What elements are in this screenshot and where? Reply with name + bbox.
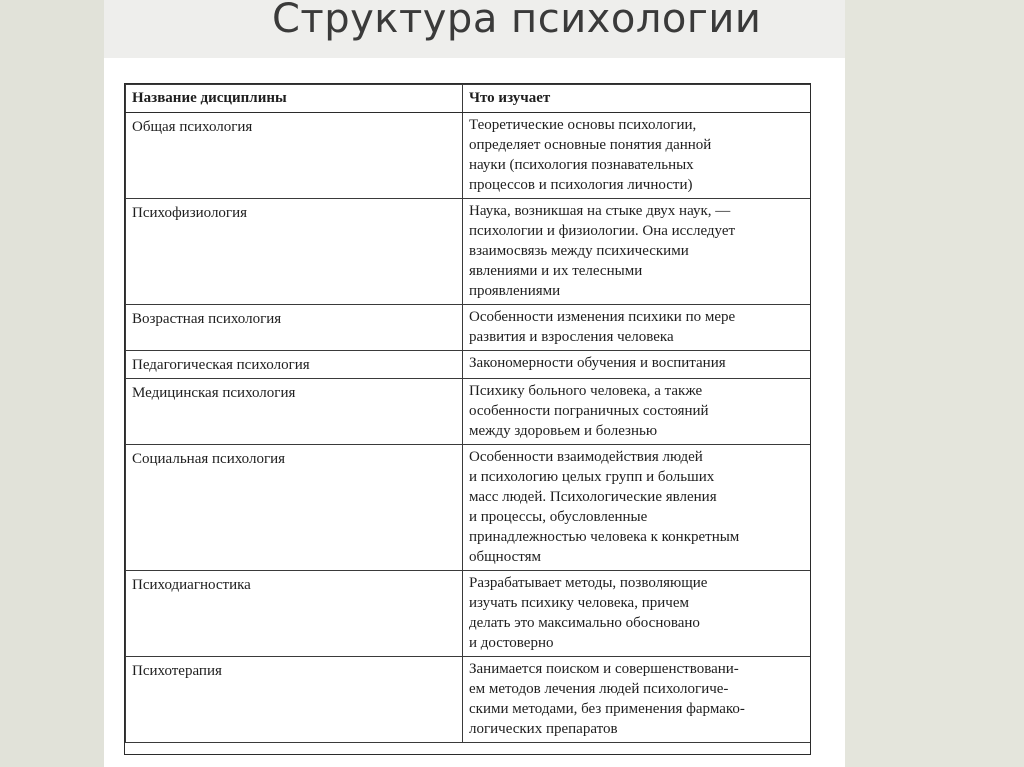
slide-title: Структура психологии xyxy=(272,0,762,42)
description-line: взаимосвязь между психическими xyxy=(469,243,689,259)
description-line: Теоретические основы психологии, xyxy=(469,117,697,133)
discipline-name: Медицинская психология xyxy=(126,379,463,445)
discipline-description xyxy=(463,305,812,351)
table-row xyxy=(126,113,812,199)
description-line: процессов и психология личности) xyxy=(469,177,693,193)
description-line: и достоверно xyxy=(469,635,554,651)
description-line: изучать психику человека, причем xyxy=(469,595,689,611)
description-line: скими методами, без применения фармако- xyxy=(469,701,745,717)
discipline-name: Психотерапия xyxy=(126,657,463,743)
description-line: общностям xyxy=(469,549,541,565)
description-line: и психологию целых групп и больших xyxy=(469,469,715,485)
discipline-name: Педагогическая психология xyxy=(126,351,463,379)
table-body xyxy=(126,113,812,743)
disciplines-table-frame xyxy=(124,83,811,755)
discipline-name: Психодиагностика xyxy=(126,571,463,657)
description-line: Особенности изменения психики по мере xyxy=(469,309,736,325)
description-line: делать это максимально обосновано xyxy=(469,615,700,631)
description-line: психологии и физиологии. Она исследует xyxy=(469,223,736,239)
description-line: Разрабатывает методы, позволяющие xyxy=(469,575,708,591)
description-line: особенности пограничных состояний xyxy=(469,403,709,419)
discipline-description xyxy=(463,113,812,199)
title-band xyxy=(104,0,845,58)
description-line: развития и взросления человека xyxy=(469,329,674,345)
description-line: и процессы, обусловленные xyxy=(469,509,648,525)
description-line: между здоровьем и болезнью xyxy=(469,423,658,439)
left-margin xyxy=(0,0,104,767)
discipline-description xyxy=(463,351,812,379)
table-row xyxy=(126,305,812,351)
description-line: явлениями и их телесными xyxy=(469,263,643,279)
discipline-name: Психофизиология xyxy=(126,199,463,305)
table-row xyxy=(126,351,812,379)
table-row xyxy=(126,657,812,743)
disciplines-table xyxy=(125,84,811,743)
discipline-name: Общая психология xyxy=(126,113,463,199)
description-line: Наука, возникшая на стыке двух наук, — xyxy=(469,203,731,219)
description-line: ем методов лечения людей психологиче- xyxy=(469,681,729,697)
discipline-description xyxy=(463,199,812,305)
description-line: принадлежностью человека к конкретным xyxy=(469,529,740,545)
discipline-description xyxy=(463,657,812,743)
description-line: Особенности взаимодействия людей xyxy=(469,449,703,465)
right-margin xyxy=(845,0,1024,767)
discipline-description xyxy=(463,445,812,571)
description-line: Психику больного человека, а также xyxy=(469,383,703,399)
discipline-name: Возрастная психология xyxy=(126,305,463,351)
description-line: науки (психология познавательных xyxy=(469,157,694,173)
description-line: Закономерности обучения и воспитания xyxy=(469,355,726,371)
description-line: логических препаратов xyxy=(469,721,618,737)
discipline-name: Социальная психология xyxy=(126,445,463,571)
table-row xyxy=(126,571,812,657)
table-header-row xyxy=(126,85,812,113)
description-line: определяет основные понятия данной xyxy=(469,137,712,153)
header-discipline-name: Название дисциплины xyxy=(126,85,463,113)
slide xyxy=(104,0,845,767)
description-line: Занимается поиском и совершенствовани- xyxy=(469,661,739,677)
table-row xyxy=(126,199,812,305)
description-line: масс людей. Психологические явления xyxy=(469,489,717,505)
discipline-description xyxy=(463,379,812,445)
header-what-it-studies: Что изучает xyxy=(463,85,812,113)
table-row xyxy=(126,379,812,445)
discipline-description xyxy=(463,571,812,657)
description-line: проявлениями xyxy=(469,283,561,299)
table-row xyxy=(126,445,812,571)
